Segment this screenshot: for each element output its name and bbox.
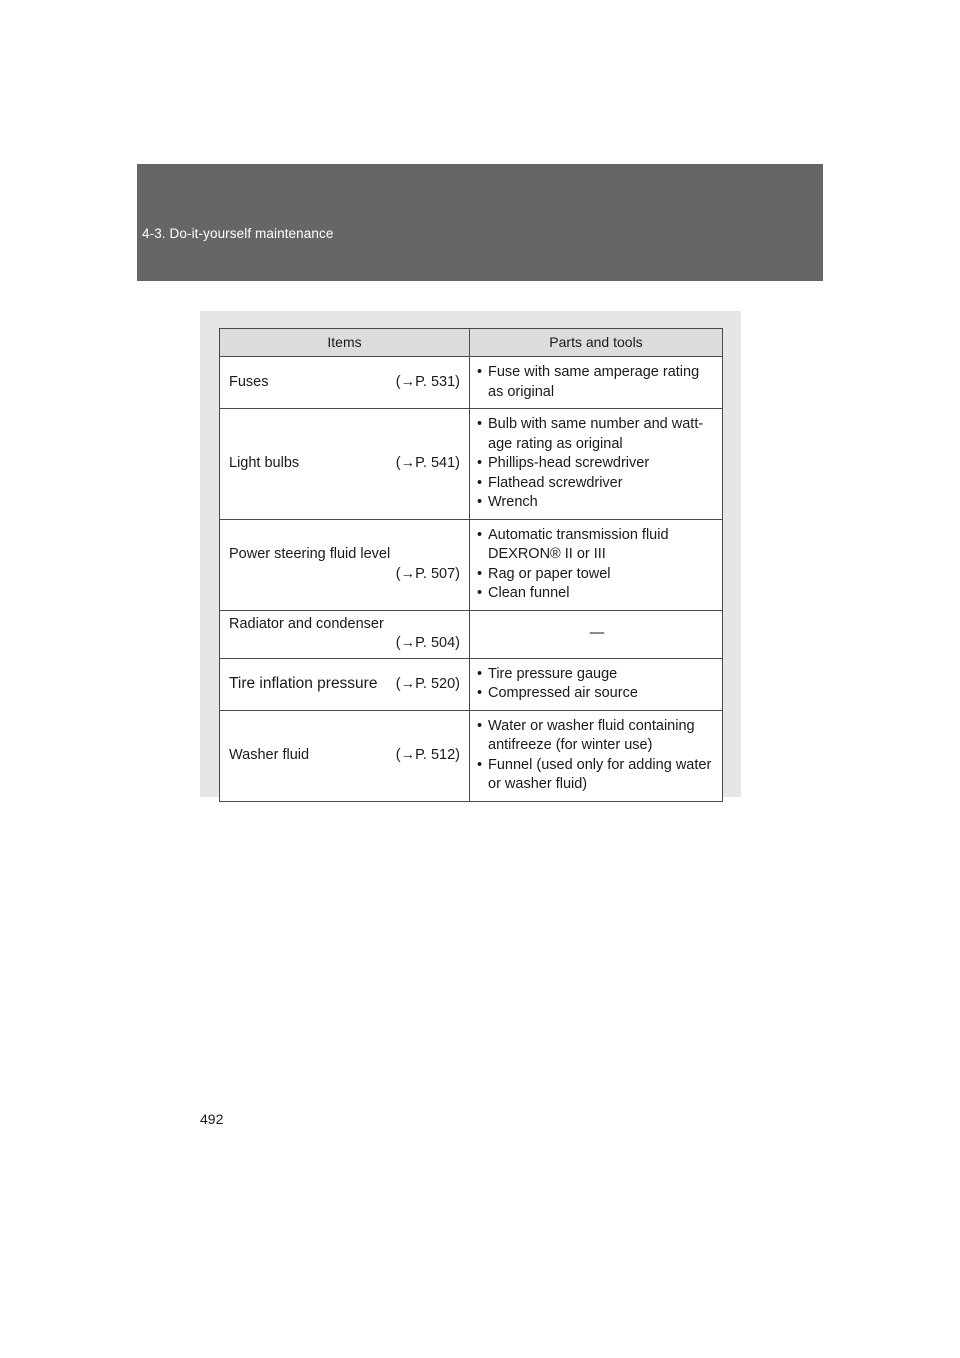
list-item: • Rag or paper towel — [476, 565, 718, 585]
table-row — [220, 710, 723, 801]
column-header-parts: Parts and tools — [470, 329, 723, 357]
table-row — [220, 357, 723, 409]
table-row — [220, 658, 723, 710]
page-reference: (→P. 541) — [395, 455, 460, 471]
parts-list — [476, 665, 718, 704]
list-item: • Compressed air source — [476, 684, 718, 704]
list-item: • Clean funnel — [476, 584, 718, 604]
item-name: Power steering fluid level — [229, 546, 391, 562]
page-reference: (→P. 520) — [395, 675, 460, 692]
item-cell — [220, 658, 470, 710]
parts-cell — [470, 710, 723, 801]
item-name: Light bulbs — [229, 455, 300, 471]
page-reference: (→P. 507) — [395, 565, 460, 582]
item-cell — [220, 710, 470, 801]
table-row — [220, 610, 723, 658]
parts-cell — [470, 610, 723, 658]
table-row — [220, 409, 723, 520]
list-item: • Wrench — [476, 493, 718, 513]
list-item: • Bulb with same number and watt-age rating as original — [476, 415, 718, 454]
list-item: • Flathead screwdriver — [476, 474, 718, 494]
item-name: Washer fluid — [229, 746, 310, 763]
column-header-items: Items — [220, 329, 470, 357]
parts-cell — [470, 519, 723, 610]
table-header-row — [220, 329, 723, 357]
page-reference: (→P. 504) — [395, 635, 460, 651]
parts-list — [476, 717, 718, 795]
section-title: 4-3. Do-it-yourself maintenance — [142, 226, 334, 241]
maintenance-items-panel — [200, 311, 741, 797]
parts-cell — [470, 357, 723, 409]
parts-list — [476, 526, 718, 604]
maintenance-items-table — [219, 328, 723, 802]
parts-cell — [470, 409, 723, 520]
item-name: Tire inflation pressure — [229, 674, 378, 692]
item-cell — [220, 519, 470, 610]
list-item: • Automatic transmission fluid DEXRON® II or III — [476, 526, 718, 565]
list-item: • Fuse with same amperage rating as original — [476, 363, 718, 402]
page-reference: (→P. 531) — [395, 373, 460, 390]
parts-cell — [470, 658, 723, 710]
parts-list — [476, 363, 718, 402]
parts-list — [476, 415, 718, 513]
page-reference: (→P. 512) — [395, 746, 460, 763]
table-row — [220, 519, 723, 610]
list-item: • Funnel (used only for adding water or washer fluid) — [476, 756, 718, 795]
no-parts-dash: — — [589, 625, 605, 642]
list-item: • Phillips-head screwdriver — [476, 454, 718, 474]
list-item: • Water or washer fluid containing antifreeze (for winter use) — [476, 717, 718, 756]
section-header — [137, 164, 823, 281]
item-name: Radiator and condenser — [229, 615, 384, 632]
page-number: 492 — [200, 1111, 224, 1127]
list-item: • Tire pressure gauge — [476, 665, 718, 685]
item-cell — [220, 610, 470, 658]
item-name: Fuses — [229, 373, 269, 390]
item-cell — [220, 357, 470, 409]
item-cell — [220, 409, 470, 520]
